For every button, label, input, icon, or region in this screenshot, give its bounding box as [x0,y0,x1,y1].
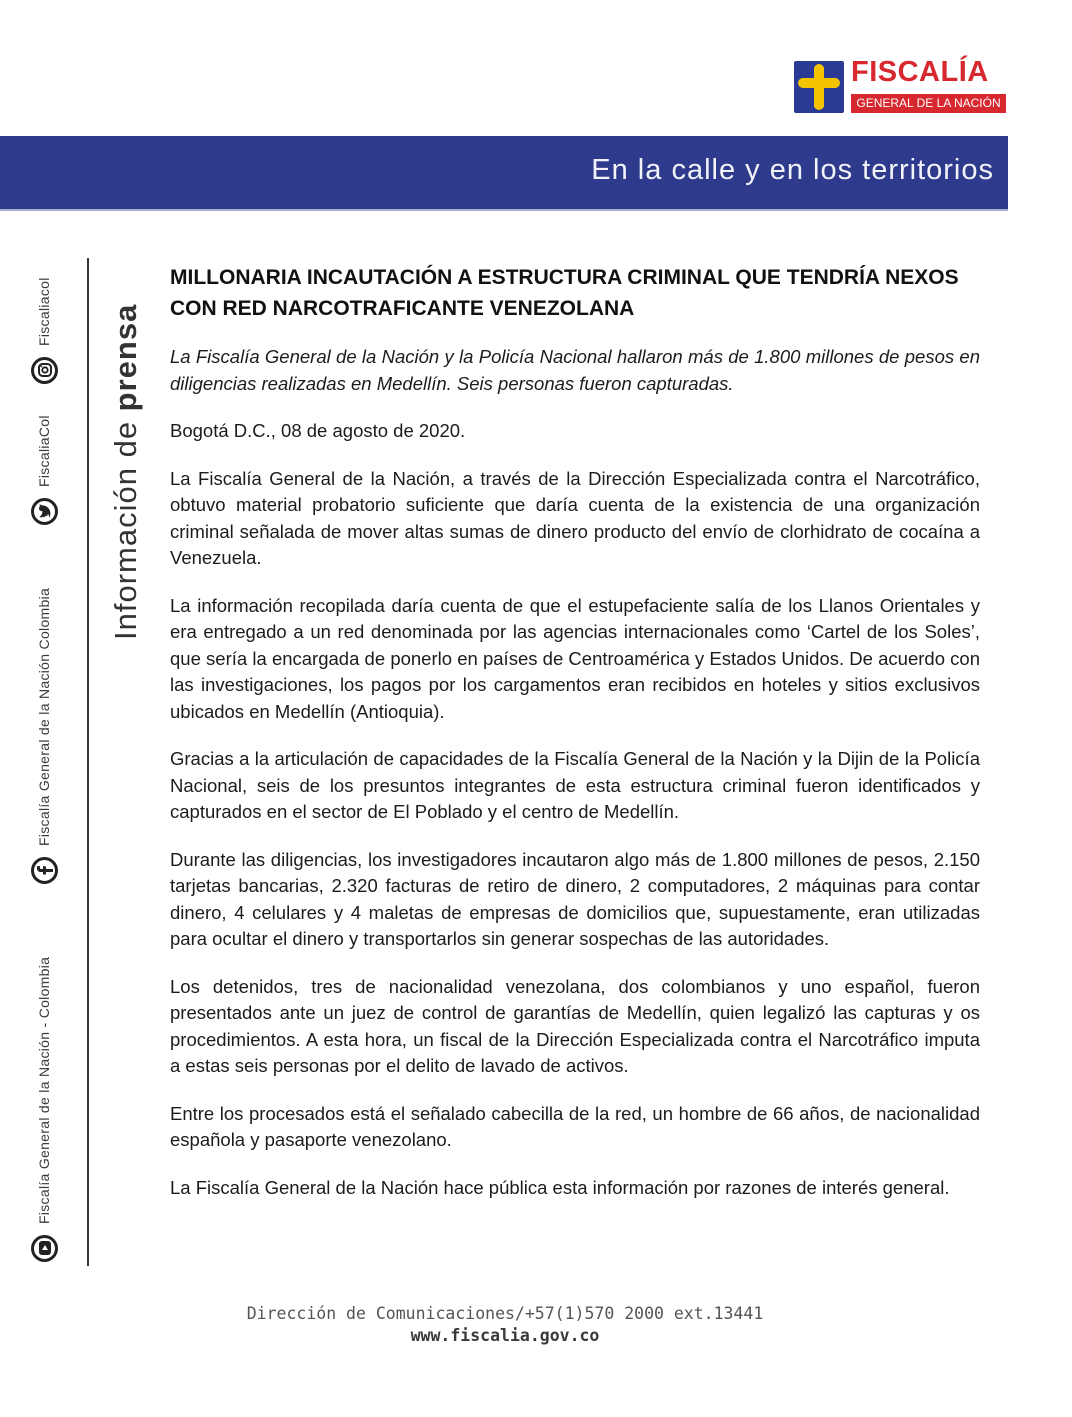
logo-subtitle: GENERAL DE LA NACIÓN [851,94,1006,113]
footer-website-link[interactable]: www.fiscalia.gov.co [410,1326,600,1345]
instagram-handle[interactable]: Fiscaliacol [36,277,52,346]
paragraph: Los detenidos, tres de nacionalidad venezolana, dos colombianos y uno español, fueron presentados ante un juez de control de garantías de Medellín, quien legalizó las capturas y os procedimientos. A esta hora, un fiscal de la Dirección Especializada contra el Narcotráfico imputa a estas seis personas por el delito de lavado de activos. [170,975,980,1076]
twitter-handle[interactable]: FiscaliaCol [36,415,52,487]
press-label-regular: Información de [108,411,143,640]
footer [230,1303,780,1347]
paragraph: Entre los procesados está el señalado cabecilla de la red, un hombre de 66 años, de nacionalidad española y pasaporte venezolano. [170,1102,980,1150]
footer-contact: Dirección de Comunicaciones/+57(1)570 2000 ext.13441 [246,1304,764,1323]
dateline: Bogotá D.C., 08 de agosto de 2020. [170,420,466,441]
paragraph: La Fiscalía General de la Nación, a través de la Dirección Especializada contra el Narcotráfico, obtuvo material probatorio suficiente que daría cuenta de la existencia de una organización criminal señalada de mover altas sumas de dinero producto del envío de clorhidrato de cocaína a Venezuela. [170,467,980,568]
instagram-icon[interactable] [31,357,58,384]
lead-summary: La Fiscalía General de la Nación y la Policía Nacional hallaron más de 1.800 millones de pesos en diligencias realizadas en Medellín. Seis personas fueron capturadas. [170,346,980,394]
press-section-label [108,304,144,640]
facebook-handle[interactable]: Fiscalía General de la Nación Colombia [36,587,52,846]
youtube-icon[interactable] [31,1235,58,1262]
cross-shield-icon [794,61,844,113]
fiscalia-logo [794,58,1010,116]
banner-slogan: En la calle y en los territorios [591,154,994,186]
facebook-icon[interactable] [31,857,58,884]
slogan-banner [0,136,1008,211]
headline: MILLONARIA INCAUTACIÓN A ESTRUCTURA CRIMINAL QUE TENDRÍA NEXOS CON RED NARCOTRAFICANTE VENEZOLANA [170,266,959,320]
press-label-bold: prensa [108,303,143,412]
press-release-body [170,262,980,1222]
twitter-icon[interactable] [31,498,58,525]
paragraph: Durante las diligencias, los investigadores incautaron algo más de 1.800 millones de pesos, 2.150 tarjetas bancarias, 2.320 facturas de retiro de dinero, 2 computadores, 2 máquinas para contar dinero, 4 celulares y 4 maletas de empresas de domicilios que, supuestamente, eran utilizadas para ocultar el dinero y transportarlos sin generar sospechas de las autoridades. [170,848,980,949]
social-sidebar [27,262,67,1262]
paragraph: La Fiscalía General de la Nación hace pública esta información por razones de interés general. [170,1176,950,1198]
paragraph: La información recopilada daría cuenta de que el estupefaciente salía de los Llanos Orientales y era entregado a un red denominada por las agencias internacionales como ‘Cartel de los Soles’, que sería la encargada de ponerlo en países de Centroamérica y Estados Unidos. De acuerdo con las investigaciones, los pagos por los cargamentos eran recibidos en hoteles y sitios exclusivos ubicados en Medellín (Antioquia). [170,594,980,722]
logo-title: FISCALÍA [851,56,989,88]
sidebar-divider [87,258,89,1266]
paragraph: Gracias a la articulación de capacidades de la Fiscalía General de la Nación y la Dijin de la Policía Nacional, seis de los presuntos integrantes de esta estructura criminal fueron identificados y capturados en el sector de El Poblado y el centro de Medellín. [170,748,980,822]
youtube-handle[interactable]: Fiscalía General de la Nación - Colombia [36,956,52,1224]
